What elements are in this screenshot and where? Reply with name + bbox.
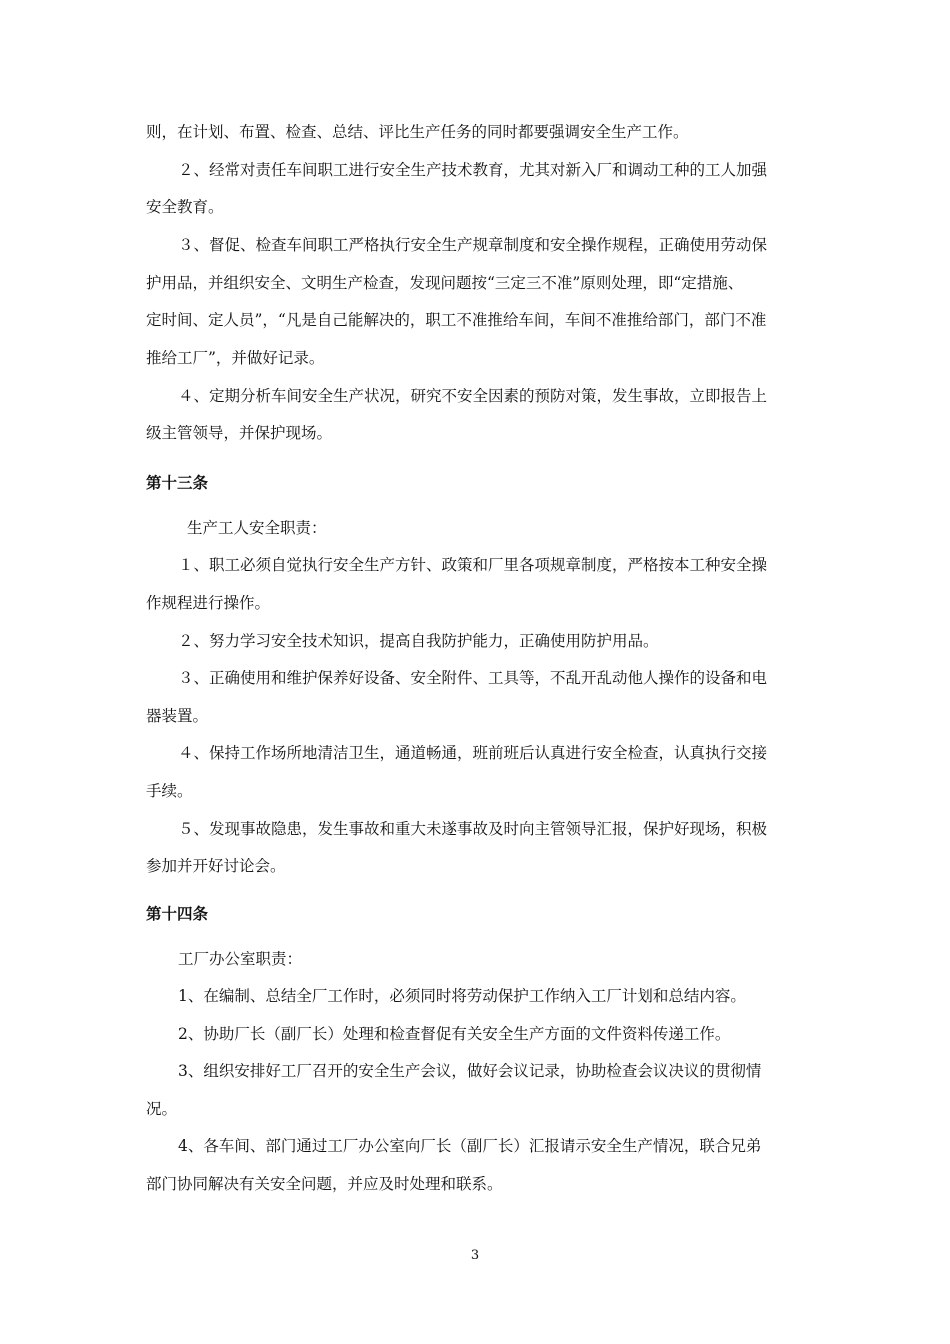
- text-line: ４、定期分析车间安全生产状况，研究不安全因素的预防对策，发生事故，立即报告上: [178, 387, 768, 405]
- text-line: 况。: [146, 1100, 178, 1118]
- text-line: １、职工必须自觉执行安全生产方针、政策和厂里各项规章制度，严格按本工种安全操: [178, 556, 768, 574]
- text-line: 4、各车间、部门通过工厂办公室向厂长（副厂长）汇报请示安全生产情况，联合兄弟: [178, 1137, 762, 1155]
- text-line: 作规程进行操作。: [146, 594, 271, 612]
- text-line: 护用品，并组织安全、文明生产检查，发现问题按“三定三不准”原则处理，即“定措施、: [146, 274, 744, 292]
- text-line: 参加并开好讨论会。: [146, 857, 286, 875]
- text-line: ４、保持工作场所地清洁卫生，通道畅通，班前班后认真进行安全检查，认真执行交接: [178, 744, 768, 762]
- article-intro: 生产工人安全职责：: [187, 519, 327, 537]
- text-line: 推给工厂”，并做好记录。: [146, 349, 325, 367]
- text-line: ２、努力学习安全技术知识，提高自我防护能力，正确使用防护用品。: [178, 632, 659, 650]
- text-line: ３、督促、检查车间职工严格执行安全生产规章制度和安全操作规程，正确使用劳动保: [178, 236, 768, 254]
- text-line: ５、发现事故隐患，发生事故和重大未遂事故及时向主管领导汇报，保护好现场，积极: [178, 820, 768, 838]
- text-line: ２、经常对责任车间职工进行安全生产技术教育，尤其对新入厂和调动工种的工人加强: [178, 161, 768, 179]
- article-intro: 工厂办公室职责：: [178, 950, 303, 968]
- text-line: 定时间、定人员”，“凡是自己能解决的，职工不准推给车间，车间不准推给部门，部门不准: [146, 311, 767, 329]
- article-heading: 第十三条: [146, 473, 209, 492]
- text-line: 3、组织安排好工厂召开的安全生产会议，做好会议记录，协助检查会议决议的贯彻情: [178, 1062, 762, 1080]
- text-line: 则，在计划、布置、检查、总结、评比生产任务的同时都要强调安全生产工作。: [146, 123, 689, 141]
- text-line: 级主管领导，并保护现场。: [146, 424, 333, 442]
- text-line: ３、正确使用和维护保养好设备、安全附件、工具等，不乱开乱动他人操作的设备和电: [178, 669, 768, 687]
- article-heading: 第十四条: [146, 904, 209, 923]
- text-line: 安全教育。: [146, 198, 224, 216]
- text-line: 部门协同解决有关安全问题，并应及时处理和联系。: [146, 1175, 503, 1193]
- text-line: 2、协助厂长（副厂长）处理和检查督促有关安全生产方面的文件资料传递工作。: [178, 1025, 731, 1043]
- text-line: 1、在编制、总结全厂工作时，必须同时将劳动保护工作纳入工厂计划和总结内容。: [178, 987, 746, 1005]
- page-number: 3: [470, 1248, 480, 1263]
- text-line: 手续。: [146, 782, 193, 800]
- text-line: 器装置。: [146, 707, 209, 725]
